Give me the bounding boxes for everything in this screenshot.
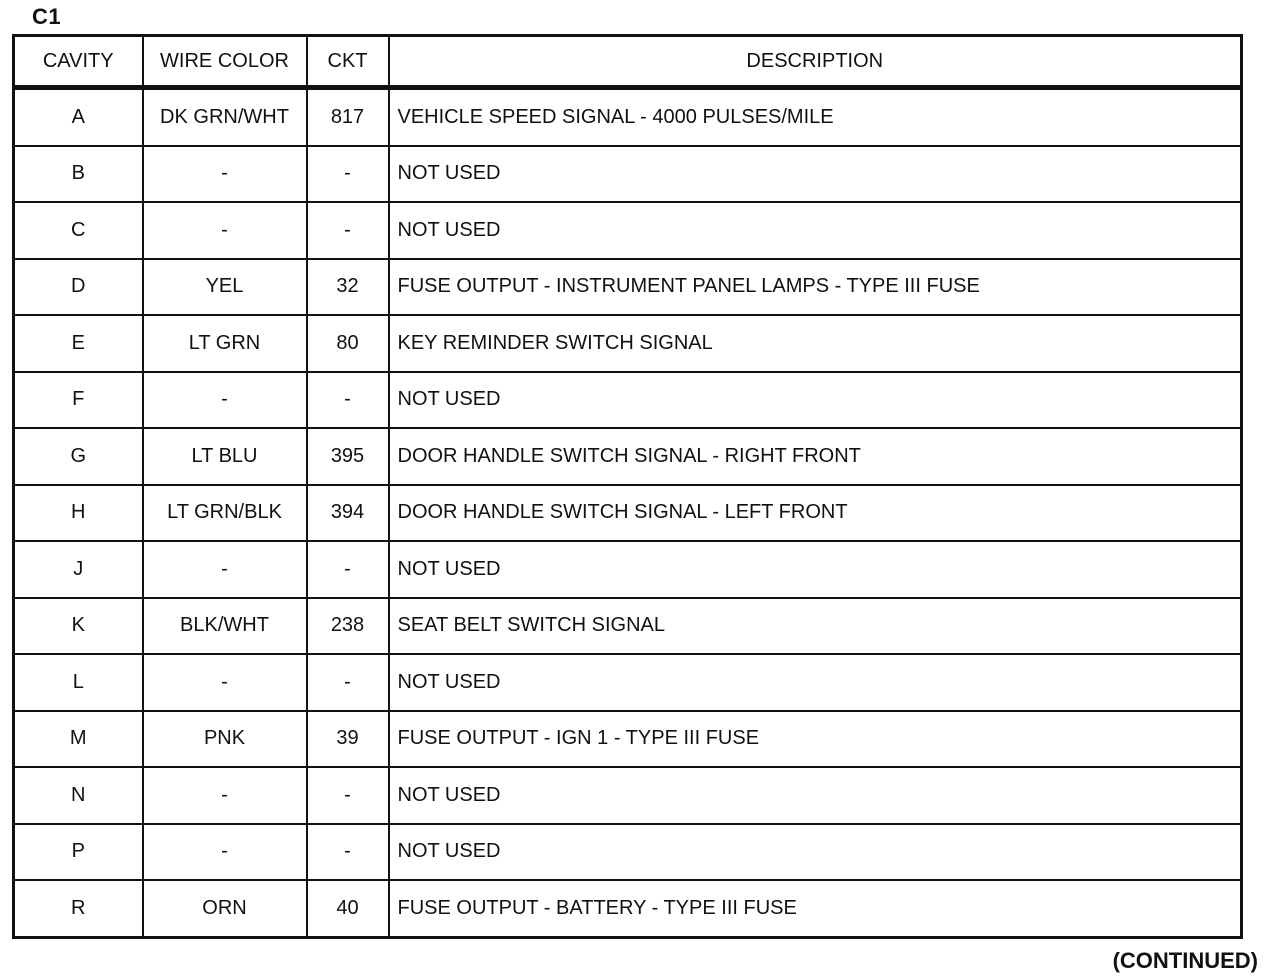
cavity-cell: E <box>14 315 143 372</box>
wire-color-cell: - <box>143 202 307 259</box>
header-wire-color: WIRE COLOR <box>143 36 307 88</box>
wire-color-cell: ORN <box>143 880 307 937</box>
description-cell: DOOR HANDLE SWITCH SIGNAL - RIGHT FRONT <box>389 428 1242 485</box>
description-cell: FUSE OUTPUT - INSTRUMENT PANEL LAMPS - TYPE III FUSE <box>389 259 1242 316</box>
cavity-cell: J <box>14 541 143 598</box>
table-row <box>14 485 1242 542</box>
description-cell: DOOR HANDLE SWITCH SIGNAL - LEFT FRONT <box>389 485 1242 542</box>
table-row <box>14 767 1242 824</box>
description-cell: KEY REMINDER SWITCH SIGNAL <box>389 315 1242 372</box>
cavity-cell: A <box>14 88 143 146</box>
description-cell: FUSE OUTPUT - IGN 1 - TYPE III FUSE <box>389 711 1242 768</box>
description-cell: FUSE OUTPUT - BATTERY - TYPE III FUSE <box>389 880 1242 937</box>
wire-color-cell: YEL <box>143 259 307 316</box>
description-cell: VEHICLE SPEED SIGNAL - 4000 PULSES/MILE <box>389 88 1242 146</box>
description-cell: NOT USED <box>389 654 1242 711</box>
cavity-cell: F <box>14 372 143 429</box>
cavity-cell: G <box>14 428 143 485</box>
cavity-cell: P <box>14 824 143 881</box>
ckt-cell: 39 <box>307 711 389 768</box>
wire-color-cell: DK GRN/WHT <box>143 88 307 146</box>
table-row <box>14 824 1242 881</box>
description-cell: SEAT BELT SWITCH SIGNAL <box>389 598 1242 655</box>
description-cell: NOT USED <box>389 824 1242 881</box>
connector-label: C1 <box>32 4 62 29</box>
description-cell: NOT USED <box>389 146 1242 203</box>
ckt-cell: - <box>307 824 389 881</box>
wire-color-cell: - <box>143 654 307 711</box>
table-row <box>14 146 1242 203</box>
description-cell: NOT USED <box>389 767 1242 824</box>
table-header-row <box>14 36 1242 88</box>
cavity-cell: M <box>14 711 143 768</box>
ckt-cell: 817 <box>307 88 389 146</box>
ckt-cell: - <box>307 146 389 203</box>
ckt-cell: - <box>307 767 389 824</box>
cavity-cell: D <box>14 259 143 316</box>
ckt-cell: - <box>307 202 389 259</box>
wire-color-cell: - <box>143 767 307 824</box>
ckt-cell: 32 <box>307 259 389 316</box>
cavity-cell: K <box>14 598 143 655</box>
ckt-cell: - <box>307 654 389 711</box>
wire-color-cell: - <box>143 372 307 429</box>
cavity-cell: L <box>14 654 143 711</box>
table-row <box>14 654 1242 711</box>
cavity-cell: R <box>14 880 143 937</box>
table-row <box>14 202 1242 259</box>
cavity-cell: C <box>14 202 143 259</box>
table-row <box>14 88 1242 146</box>
wire-color-cell: LT GRN <box>143 315 307 372</box>
ckt-cell: 395 <box>307 428 389 485</box>
description-cell: NOT USED <box>389 541 1242 598</box>
ckt-cell: 80 <box>307 315 389 372</box>
wire-color-cell: LT GRN/BLK <box>143 485 307 542</box>
table-row <box>14 711 1242 768</box>
description-cell: NOT USED <box>389 202 1242 259</box>
table-row <box>14 259 1242 316</box>
connector-pinout-table <box>12 34 1243 939</box>
table-row <box>14 428 1242 485</box>
wire-color-cell: BLK/WHT <box>143 598 307 655</box>
wire-color-cell: - <box>143 146 307 203</box>
wire-color-cell: - <box>143 824 307 881</box>
wire-color-cell: PNK <box>143 711 307 768</box>
table-row <box>14 598 1242 655</box>
header-cavity: CAVITY <box>14 36 143 88</box>
cavity-cell: N <box>14 767 143 824</box>
ckt-cell: 238 <box>307 598 389 655</box>
ckt-cell: - <box>307 372 389 429</box>
wire-color-cell: - <box>143 541 307 598</box>
table-row <box>14 372 1242 429</box>
ckt-cell: 40 <box>307 880 389 937</box>
ckt-cell: 394 <box>307 485 389 542</box>
continued-note: (CONTINUED) <box>1112 948 1258 973</box>
header-description: DESCRIPTION <box>389 36 1242 88</box>
table-row <box>14 315 1242 372</box>
cavity-cell: B <box>14 146 143 203</box>
table-row <box>14 541 1242 598</box>
table-row <box>14 880 1242 937</box>
ckt-cell: - <box>307 541 389 598</box>
header-ckt: CKT <box>307 36 389 88</box>
wire-color-cell: LT BLU <box>143 428 307 485</box>
cavity-cell: H <box>14 485 143 542</box>
description-cell: NOT USED <box>389 372 1242 429</box>
